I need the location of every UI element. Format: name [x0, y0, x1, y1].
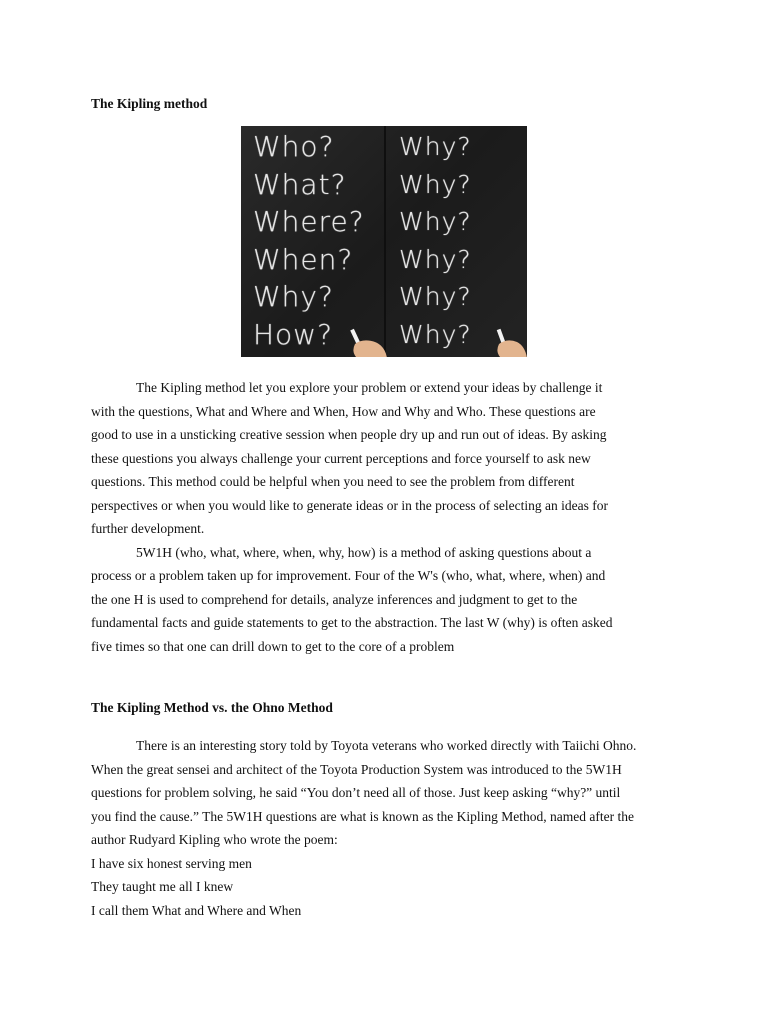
chalk-word: How? [253, 317, 333, 351]
chalk-word: Why? [399, 132, 472, 161]
section-heading-kipling-vs-ohno: The Kipling Method vs. the Ohno Method [91, 700, 333, 715]
chalk-word: What? [253, 167, 347, 201]
section-heading-kipling-method: The Kipling method [91, 96, 208, 111]
text-line: 5W1H (who, what, where, when, why, how) is a method of asking questions about a [136, 544, 592, 560]
chalk-word: Why? [253, 280, 334, 313]
chalk-word: Why? [399, 244, 472, 274]
paragraph-ohno-story [91, 734, 681, 922]
hand-chalk-icon [349, 326, 389, 357]
text-line: perspectives or when you would like to generate ideas or in the process of selecting an ideas for [91, 497, 608, 513]
text-line: these questions you always challenge your current perceptions and force yourself to ask new [91, 450, 591, 466]
text-line: you find the cause.” The 5W1H questions are what is known as the Kipling Method, named after the [91, 808, 634, 824]
text-line: good to use in a unsticking creative session when people dry up and run out of ideas. By asking [91, 427, 607, 442]
text-line: the one H is used to comprehend for details, analyze inferences and judgment to get to the [91, 591, 578, 607]
chalk-word: Why? [399, 282, 472, 311]
poem-line: They taught me all I knew [91, 879, 234, 894]
chalk-word: When? [253, 242, 354, 276]
chalkboard-divider [384, 126, 386, 357]
chalk-word: Why? [399, 169, 472, 199]
chalk-word: Why? [399, 319, 472, 349]
chalkboard-left-column [253, 128, 365, 353]
chalkboard-image [241, 126, 527, 357]
text-line: The Kipling method let you explore your problem or extend your ideas by challenge it [136, 380, 603, 395]
text-line: author Rudyard Kipling who wrote the poem: [91, 832, 338, 847]
text-line: five times so that one can drill down to get to the core of a problem [91, 638, 455, 654]
paragraph-kipling-intro [91, 376, 681, 658]
text-line: There is an interesting story told by Toyota veterans who worked directly with Taiichi Ohno. [136, 738, 637, 753]
chalk-word: Who? [253, 130, 335, 163]
text-line: fundamental facts and guide statements to get to the abstraction. The last W (why) is often asked [91, 615, 613, 630]
chalk-word: Why? [399, 207, 472, 236]
text-line: questions for problem solving, he said “You don’t need all of those. Just keep asking “why?” until [91, 785, 621, 800]
text-line: questions. This method could be helpful when you need to see the problem from different [91, 474, 575, 489]
poem-line: I have six honest serving men [91, 855, 252, 871]
chalk-word: Where? [253, 205, 365, 238]
text-line: process or a problem taken up for improvement. Four of the W's (who, what, where, when) and [91, 568, 606, 583]
text-line: with the questions, What and Where and When, How and Why and Who. These questions are [91, 403, 596, 419]
hand-chalk-icon [493, 326, 527, 357]
text-line: further development. [91, 521, 205, 536]
chalkboard-right-column [399, 128, 472, 353]
poem-line: I call them What and Where and When [91, 902, 302, 918]
text-line: When the great sensei and architect of the Toyota Production System was introduced to the 5W1H [91, 761, 622, 777]
